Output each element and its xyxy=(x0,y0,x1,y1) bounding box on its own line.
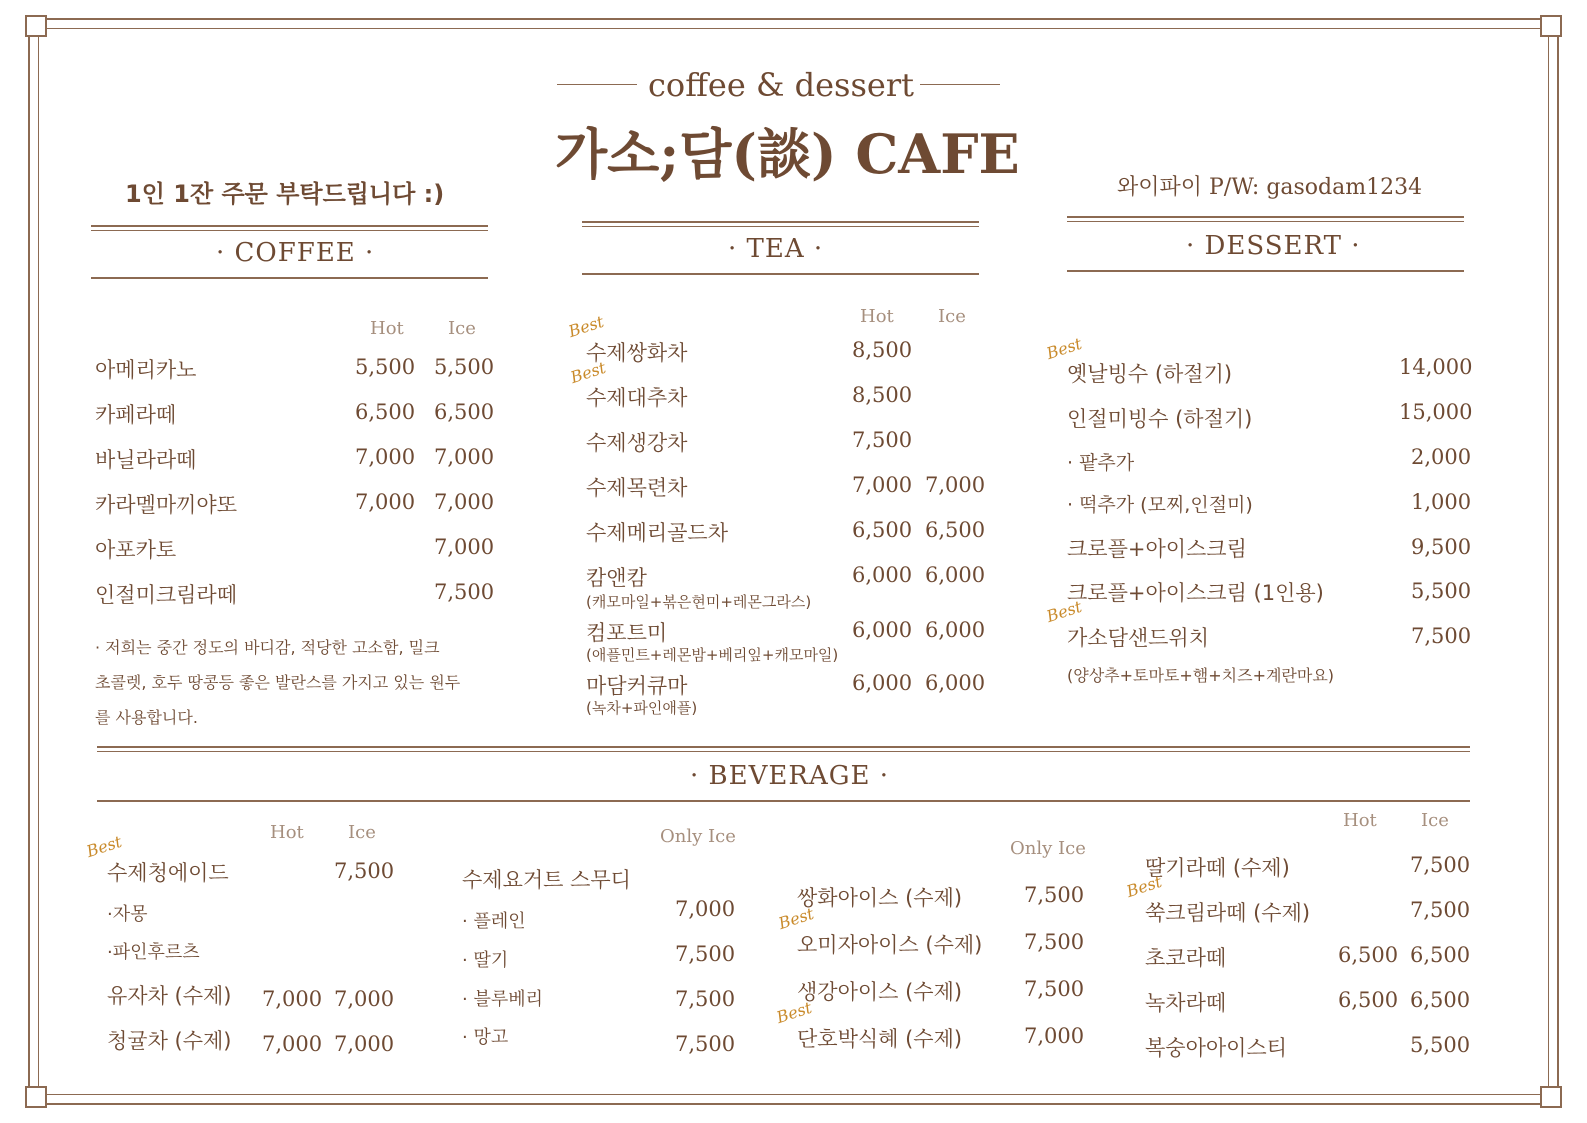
best-badge: Best xyxy=(1044,333,1085,363)
price: 5,500 xyxy=(1411,579,1472,603)
menu-item-name: 카라멜마끼야또 xyxy=(95,493,238,517)
price: 7,500 xyxy=(1411,624,1472,648)
menu-item-name: 유자차 (수제) xyxy=(107,984,232,1008)
menu-item-name: 캄앤캄 xyxy=(586,566,647,590)
menu-item-name: · 망고 xyxy=(462,1027,509,1048)
beverage-ice-header: Ice xyxy=(348,822,376,843)
coffee-title: · COFFEE · xyxy=(216,238,375,268)
price-ice: 7,500 xyxy=(334,859,395,883)
price: 2,000 xyxy=(1411,445,1472,469)
tea-ice-header: Ice xyxy=(938,306,966,327)
dessert-bottom-rule xyxy=(1067,270,1464,272)
beverage-title: · BEVERAGE · xyxy=(690,761,890,791)
price-hot: 6,500 xyxy=(355,400,416,424)
price-hot: 6,000 xyxy=(852,618,913,642)
menu-item-name: 크로플+아이스크림 (1인용) xyxy=(1067,581,1324,605)
menu-item-name: 아포카토 xyxy=(95,538,177,562)
menu-item-name: 단호박식혜 (수제) xyxy=(797,1027,963,1051)
best-badge: Best xyxy=(1044,596,1085,626)
menu-item-name: 딸기라떼 (수제) xyxy=(1145,856,1290,880)
menu-item-name: ·자몽 xyxy=(107,904,148,925)
price-ice: 5,500 xyxy=(1410,1033,1471,1057)
beverage-ice-header: Ice xyxy=(1421,810,1449,831)
tea-bottom-rule xyxy=(582,273,979,275)
price: 7,500 xyxy=(1024,977,1085,1001)
price-ice: 6,500 xyxy=(1410,988,1471,1012)
order-note: 1인 1잔 주문 부탁드립니다 :) xyxy=(125,180,445,208)
coffee-bottom-rule xyxy=(91,277,488,279)
best-badge: Best xyxy=(774,997,815,1027)
tea-top-rule xyxy=(582,221,979,227)
header-rule-left xyxy=(557,84,637,85)
ingredient-note: (녹차+파인애플) xyxy=(586,699,698,717)
menu-item-name: 마담커큐마 xyxy=(586,674,688,698)
price: 7,500 xyxy=(675,987,736,1011)
smoothie-title: 수제요거트 스무디 xyxy=(462,868,631,892)
price: 7,500 xyxy=(1024,883,1085,907)
menu-item-name: 옛날빙수 (하절기) xyxy=(1067,362,1233,386)
coffee-hot-header: Hot xyxy=(370,318,404,339)
menu-item-name: 수제생강차 xyxy=(586,431,688,455)
header-subtitle: coffee & dessert xyxy=(648,66,914,104)
dessert-top-rule xyxy=(1067,216,1464,222)
menu-item-name: 수제대추차 xyxy=(586,386,688,410)
price-ice: 7,000 xyxy=(334,1032,395,1056)
price-ice: 6,500 xyxy=(925,518,986,542)
price-ice: 5,500 xyxy=(434,355,495,379)
menu-item-name: 수제쌍화차 xyxy=(586,341,688,365)
price-ice: 6,000 xyxy=(925,618,986,642)
price-ice: 7,000 xyxy=(434,490,495,514)
coffee-bean-note-line: · 저희는 중간 정도의 바디감, 적당한 고소함, 밀크 xyxy=(95,638,440,657)
coffee-top-rule xyxy=(91,225,488,231)
price-ice: 7,000 xyxy=(925,473,986,497)
price: 14,000 xyxy=(1399,355,1473,379)
price-hot: 5,500 xyxy=(355,355,416,379)
ingredient-note: (양상추+토마토+햄+치즈+계란마요) xyxy=(1067,666,1335,685)
price-ice: 7,500 xyxy=(1410,853,1471,877)
price-hot: 6,500 xyxy=(1338,988,1399,1012)
price-ice: 6,500 xyxy=(434,400,495,424)
price: 7,500 xyxy=(675,942,736,966)
menu-item-name: 수제목련차 xyxy=(586,476,688,500)
menu-item-name: 초코라떼 xyxy=(1145,946,1227,970)
best-badge: Best xyxy=(566,311,607,341)
menu-item-name: · 블루베리 xyxy=(462,989,543,1010)
menu-item-name: 가소담샌드위치 xyxy=(1067,626,1210,650)
price: 7,500 xyxy=(1024,930,1085,954)
price-hot: 7,500 xyxy=(852,428,913,452)
tea-hot-header: Hot xyxy=(860,306,894,327)
price-ice: 7,000 xyxy=(334,987,395,1011)
ingredient-note: (애플민트+레몬밤+베리잎+캐모마일) xyxy=(586,646,839,664)
price-ice: 7,500 xyxy=(1410,898,1471,922)
price-hot: 7,000 xyxy=(262,987,323,1011)
header-rule-right xyxy=(920,84,1000,85)
price-hot: 8,500 xyxy=(852,338,913,362)
price-ice: 6,500 xyxy=(1410,943,1471,967)
coffee-bean-note-line: 를 사용합니다. xyxy=(95,708,198,727)
coffee-bean-note-line: 초콜렛, 호두 땅콩등 좋은 발란스를 가지고 있는 원두 xyxy=(95,673,461,692)
menu-item-name: 인절미빙수 (하절기) xyxy=(1067,407,1253,431)
corner-ornament xyxy=(25,1086,47,1108)
menu-item-name: 생강아이스 (수제) xyxy=(797,980,963,1004)
only-ice-header: Only Ice xyxy=(660,826,736,847)
best-badge: Best xyxy=(84,831,125,861)
price-hot: 6,500 xyxy=(852,518,913,542)
menu-item-name: 인절미크림라떼 xyxy=(95,583,238,607)
tea-title: · TEA · xyxy=(728,234,824,264)
price-hot: 6,500 xyxy=(1338,943,1399,967)
best-badge: Best xyxy=(1124,871,1165,901)
menu-item-name: 쑥크림라떼 (수제) xyxy=(1145,901,1311,925)
corner-ornament xyxy=(25,15,47,37)
menu-item-name: · 딸기 xyxy=(462,950,509,971)
price-ice: 6,000 xyxy=(925,671,986,695)
menu-item-name: 아메리카노 xyxy=(95,358,197,382)
price: 1,000 xyxy=(1411,490,1472,514)
menu-item-name: 청귤차 (수제) xyxy=(107,1029,232,1053)
only-ice-header: Only Ice xyxy=(1010,838,1086,859)
menu-item-name: 녹차라떼 xyxy=(1145,991,1227,1015)
menu-item-name: 오미자아이스 (수제) xyxy=(797,933,983,957)
corner-ornament xyxy=(1540,15,1562,37)
price-ice: 7,500 xyxy=(434,580,495,604)
price-hot: 7,000 xyxy=(852,473,913,497)
price-hot: 8,500 xyxy=(852,383,913,407)
coffee-ice-header: Ice xyxy=(448,318,476,339)
menu-item-name: ·파인후르츠 xyxy=(107,942,200,963)
menu-item-name: 수제메리골드차 xyxy=(586,521,729,545)
price-hot: 7,000 xyxy=(262,1032,323,1056)
beverage-hot-header: Hot xyxy=(1343,810,1377,831)
menu-item-name: 크로플+아이스크림 xyxy=(1067,537,1247,561)
beverage-hot-header: Hot xyxy=(270,822,304,843)
menu-item-name: 컴포트미 xyxy=(586,621,668,645)
menu-item-name: 쌍화아이스 (수제) xyxy=(797,886,963,910)
price: 9,500 xyxy=(1411,535,1472,559)
menu-item-name: · 팥추가 xyxy=(1067,452,1135,474)
price-ice: 7,000 xyxy=(434,445,495,469)
price-hot: 6,000 xyxy=(852,671,913,695)
price-hot: 7,000 xyxy=(355,490,416,514)
cafe-title: 가소;담(談) CAFE xyxy=(555,122,1020,186)
wifi-password: 와이파이 P/W: gasodam1234 xyxy=(1117,175,1423,200)
menu-item-name: 복숭아아이스티 xyxy=(1145,1036,1288,1060)
best-badge: Best xyxy=(776,903,817,933)
price-hot: 7,000 xyxy=(355,445,416,469)
corner-ornament xyxy=(1540,1086,1562,1108)
beverage-top-rule xyxy=(97,746,1470,752)
price-ice: 7,000 xyxy=(434,535,495,559)
price-ice: 6,000 xyxy=(925,563,986,587)
menu-item-name: 바닐라라떼 xyxy=(95,448,197,472)
menu-item-name: 수제청에이드 xyxy=(107,861,229,885)
menu-item-name: · 떡추가 (모찌,인절미) xyxy=(1067,494,1253,516)
price-hot: 6,000 xyxy=(852,563,913,587)
price: 7,000 xyxy=(675,897,736,921)
menu-item-name: 카페라떼 xyxy=(95,403,177,427)
beverage-bottom-rule xyxy=(97,800,1470,802)
menu-item-name: · 플레인 xyxy=(462,911,526,932)
price: 15,000 xyxy=(1399,400,1473,424)
best-badge: Best xyxy=(568,357,609,387)
price: 7,000 xyxy=(1024,1024,1085,1048)
dessert-title: · DESSERT · xyxy=(1186,231,1361,261)
price: 7,500 xyxy=(675,1032,736,1056)
ingredient-note: (캐모마일+볶은현미+레몬그라스) xyxy=(586,593,812,611)
